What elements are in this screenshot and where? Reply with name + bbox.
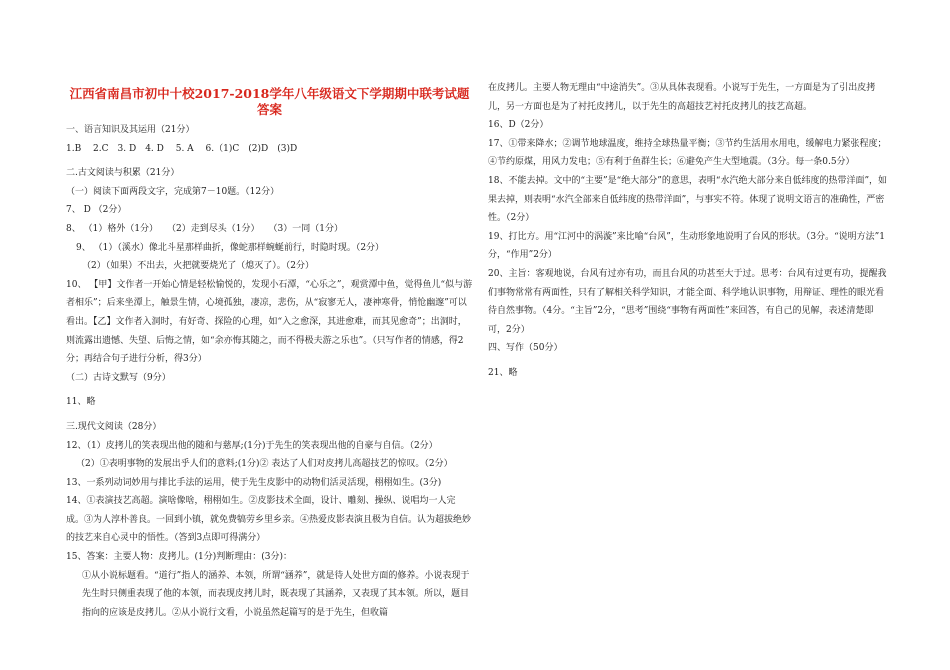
right-answer-lines xyxy=(488,79,888,383)
answer-line: （二）古诗文默写（9分） xyxy=(66,372,171,383)
answer-line: 19、打比方。用“江河中的涡漩”来比喻“台风”，生动形象地说明了台风的形状。（3分。“说明方法”1分，“作用”2分） xyxy=(488,231,886,261)
answer-line: （一）阅读下面两段文字，完成第7－10题。（12分） xyxy=(66,186,280,197)
answer-line: 14、①表演技艺高超。演啥像啥，栩栩如生。②皮影技术全面，设计、雕刻、操纵、说唱均一人完成。③为人淳朴善良。一回到小镇，就免费犒劳乡里乡亲。④热爱皮影表演且极为自信。认为超拔绝妙的技艺来自心灵中的悟性。（答到3点即可得满分） xyxy=(66,496,472,544)
answer-line: 18、不能去掉。文中的“主要”是“绝大部分”的意思，表明“水汽绝大部分来自低纬度的热带洋面”，如果去掉，则表明“水汽全部来自低纬度的热带洋面”，与事实不符。体现了说明文语言的准确性，严密性。（2分） xyxy=(488,175,888,224)
left-column xyxy=(66,86,473,622)
document-title: 江西省南昌市初中十校2017-2018学年八年级语文下学期期中联考试题答案 xyxy=(69,86,470,117)
answer-line: 17、①带来降水；②调节地球温度，维持全球热量平衡；③节约生活用水用电，缓解电力紧张程度；④节约原煤，用风力发电；⑤有利于鱼群生长；⑥避免产生大型地震。（3分。每一条0.5分） xyxy=(488,138,887,168)
answer-line: 9、 （1）（溪水）像北斗星那样曲折，像蛇那样蜿蜒前行，时隐时现。（2分） xyxy=(76,242,385,253)
answer-line: 1.B 2.C 3. D 4. D 5. A 6.（1)C (2)D (3)D xyxy=(66,143,298,154)
left-answer-lines xyxy=(66,121,473,622)
answer-line: 21、略 xyxy=(488,367,518,378)
answer-line: 11、略 xyxy=(66,397,96,408)
answer-line: 10、 【甲】文作者一开始心情是轻松愉悦的，发现小石潭，“心乐之”，观赏潭中鱼，觉得鱼儿“似与游者相乐”；后来坐潭上，触景生情，心境孤独，凄凉，悲伤，从“寂寥无人，凄神寒骨，悄怆幽邃”可以看出。【乙】文作者入洞时，有好奇、探险的心理，如“入之愈深，其进愈难，而其见愈奇”；出洞时，则流露出遗憾、失望、后悔之情，如“余亦悔其随之，而不得极夫游之乐也”。（只写作者的情感，得2分；再结合句子进行分析，得3分） xyxy=(66,279,473,365)
answer-line: ①从小说标题看。“道行”指人的涵养、本领，所谓“涵养”，就是待人处世方面的修养。小说表现于先生时只侧重表现了他的本领，而表现皮拷儿时，既表现了其涵养，又表现了其本领。所以，题目指向的应该是皮拷儿。②从小说行文看，小说虽然起篇写的是于先生，但收篇 xyxy=(82,570,470,618)
answer-line: 7、 D （2分） xyxy=(66,205,127,216)
answer-line: 13、一系列动词妙用与排比手法的运用，使于先生皮影中的动物们活灵活现，栩栩如生。(3分) xyxy=(66,477,442,488)
answer-line: （2）①表明事物的发展出乎人们的意料;(1分)② 表达了人们对皮拷儿高超技艺的惊叹。（2分） xyxy=(76,459,453,470)
answer-line: 8、 （1）格外（1分） （2）走到尽头（1分） （3）一同（1分） xyxy=(66,223,343,234)
answer-line: 在皮拷儿。主要人物无理由“中途消失”。③从具体表现看。小说写于先生，一方面是为了引出皮拷儿，另一方面也是为了衬托皮拷儿，以于先生的高超技艺衬托皮拷儿的技艺高超。 xyxy=(488,83,876,112)
answer-line: 二.古文阅读与积累（21分） xyxy=(66,168,180,179)
answer-line: 20、主旨：客观地说，台风有过亦有功，而且台风的功甚至大于过。思考：台风有过更有功，提醒我们事物常常有两面性，只有了解相关科学知识，才能全面、科学地认识事物，用辩证、理性的眼光看待自然事物。（4分。“主旨”2分，“思考”围绕“事物有两面性”来回答，有自己的见解，表述清楚即可，2分） xyxy=(488,268,887,335)
answer-line: 16、D（2分） xyxy=(488,120,549,131)
answer-line: 一、语言知识及其运用（21分） xyxy=(66,125,195,135)
answer-line: 四、写作（50分） xyxy=(488,343,563,354)
right-column xyxy=(488,79,888,383)
answer-line: 三.现代文阅读（28分） xyxy=(66,421,162,432)
answer-line: （2）（如果）不出去，火把就要烧光了（熄灭了）。（2分） xyxy=(82,261,314,272)
answer-line: 15、答案：主要人物：皮拷儿。(1分)判断理由：(3分)： xyxy=(66,552,292,563)
answer-line: 12、（1）皮拷儿的笑表现出他的随和与慈厚;(1分)于先生的笑表现出他的自豪与自信。（2分） xyxy=(66,440,438,451)
